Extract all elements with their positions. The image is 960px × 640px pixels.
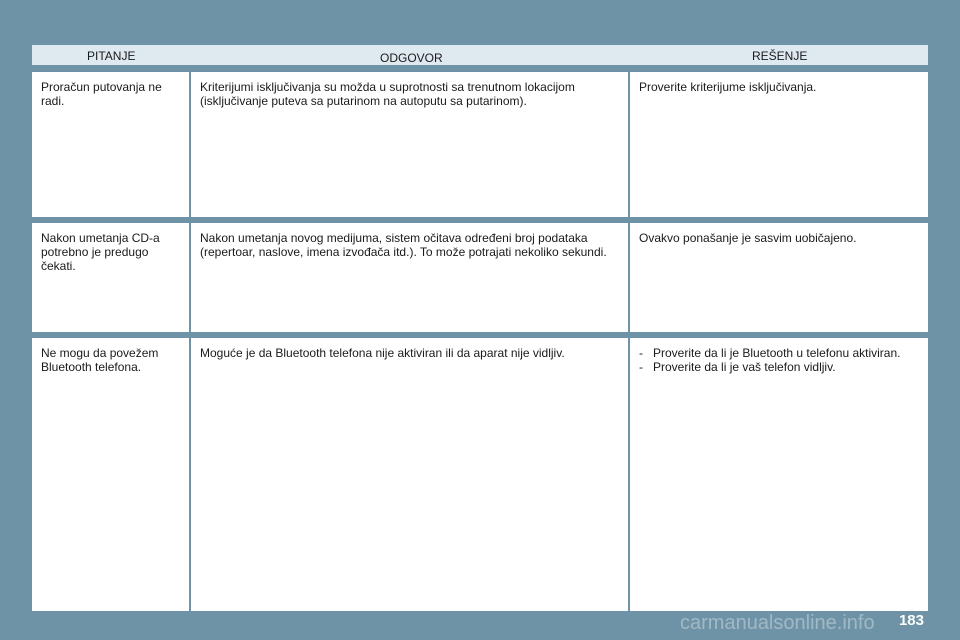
question-cell: Nakon umetanja CD-a potrebno je predugo čekati. xyxy=(32,223,189,332)
header-answer: ODGOVOR xyxy=(380,51,443,65)
question-cell: Proračun putovanja ne radi. xyxy=(32,72,189,217)
solution-text: Proverite da li je Bluetooth u telefonu aktiviran. xyxy=(653,346,901,360)
table-header xyxy=(32,45,928,65)
header-question: PITANJE xyxy=(87,49,136,63)
page-number: 183 xyxy=(898,612,924,629)
question-cell: Ne mogu da povežem Bluetooth telefona. xyxy=(32,338,189,611)
faq-table xyxy=(32,72,928,611)
solution-list xyxy=(639,346,920,374)
solution-cell: Ovakvo ponašanje je sasvim uobičajeno. xyxy=(630,223,928,332)
answer-cell: Nakon umetanja novog medijuma, sistem očitava određeni broj podataka (repertoar, naslove, imena izvođača itd.). To može potrajati nekoliko sekundi. xyxy=(191,223,628,332)
header-solution: REŠENJE xyxy=(752,49,808,63)
solution-cell: Proverite kriterijume isključivanja. xyxy=(630,72,928,217)
bullet-dash: - xyxy=(639,360,643,374)
solution-cell xyxy=(630,338,928,611)
answer-cell: Moguće je da Bluetooth telefona nije aktiviran ili da aparat nije vidljiv. xyxy=(191,338,628,611)
solution-text: Proverite da li je vaš telefon vidljiv. xyxy=(653,360,836,374)
solution-list-item xyxy=(639,346,920,360)
bullet-dash: - xyxy=(639,346,643,360)
watermark: carmanualsonline.info xyxy=(680,612,875,634)
answer-cell: Kriterijumi isključivanja su možda u suprotnosti sa trenutnom lokacijom (isključivanje puteva sa putarinom na autoputu sa putarinom). xyxy=(191,72,628,217)
solution-list-item xyxy=(639,360,920,374)
